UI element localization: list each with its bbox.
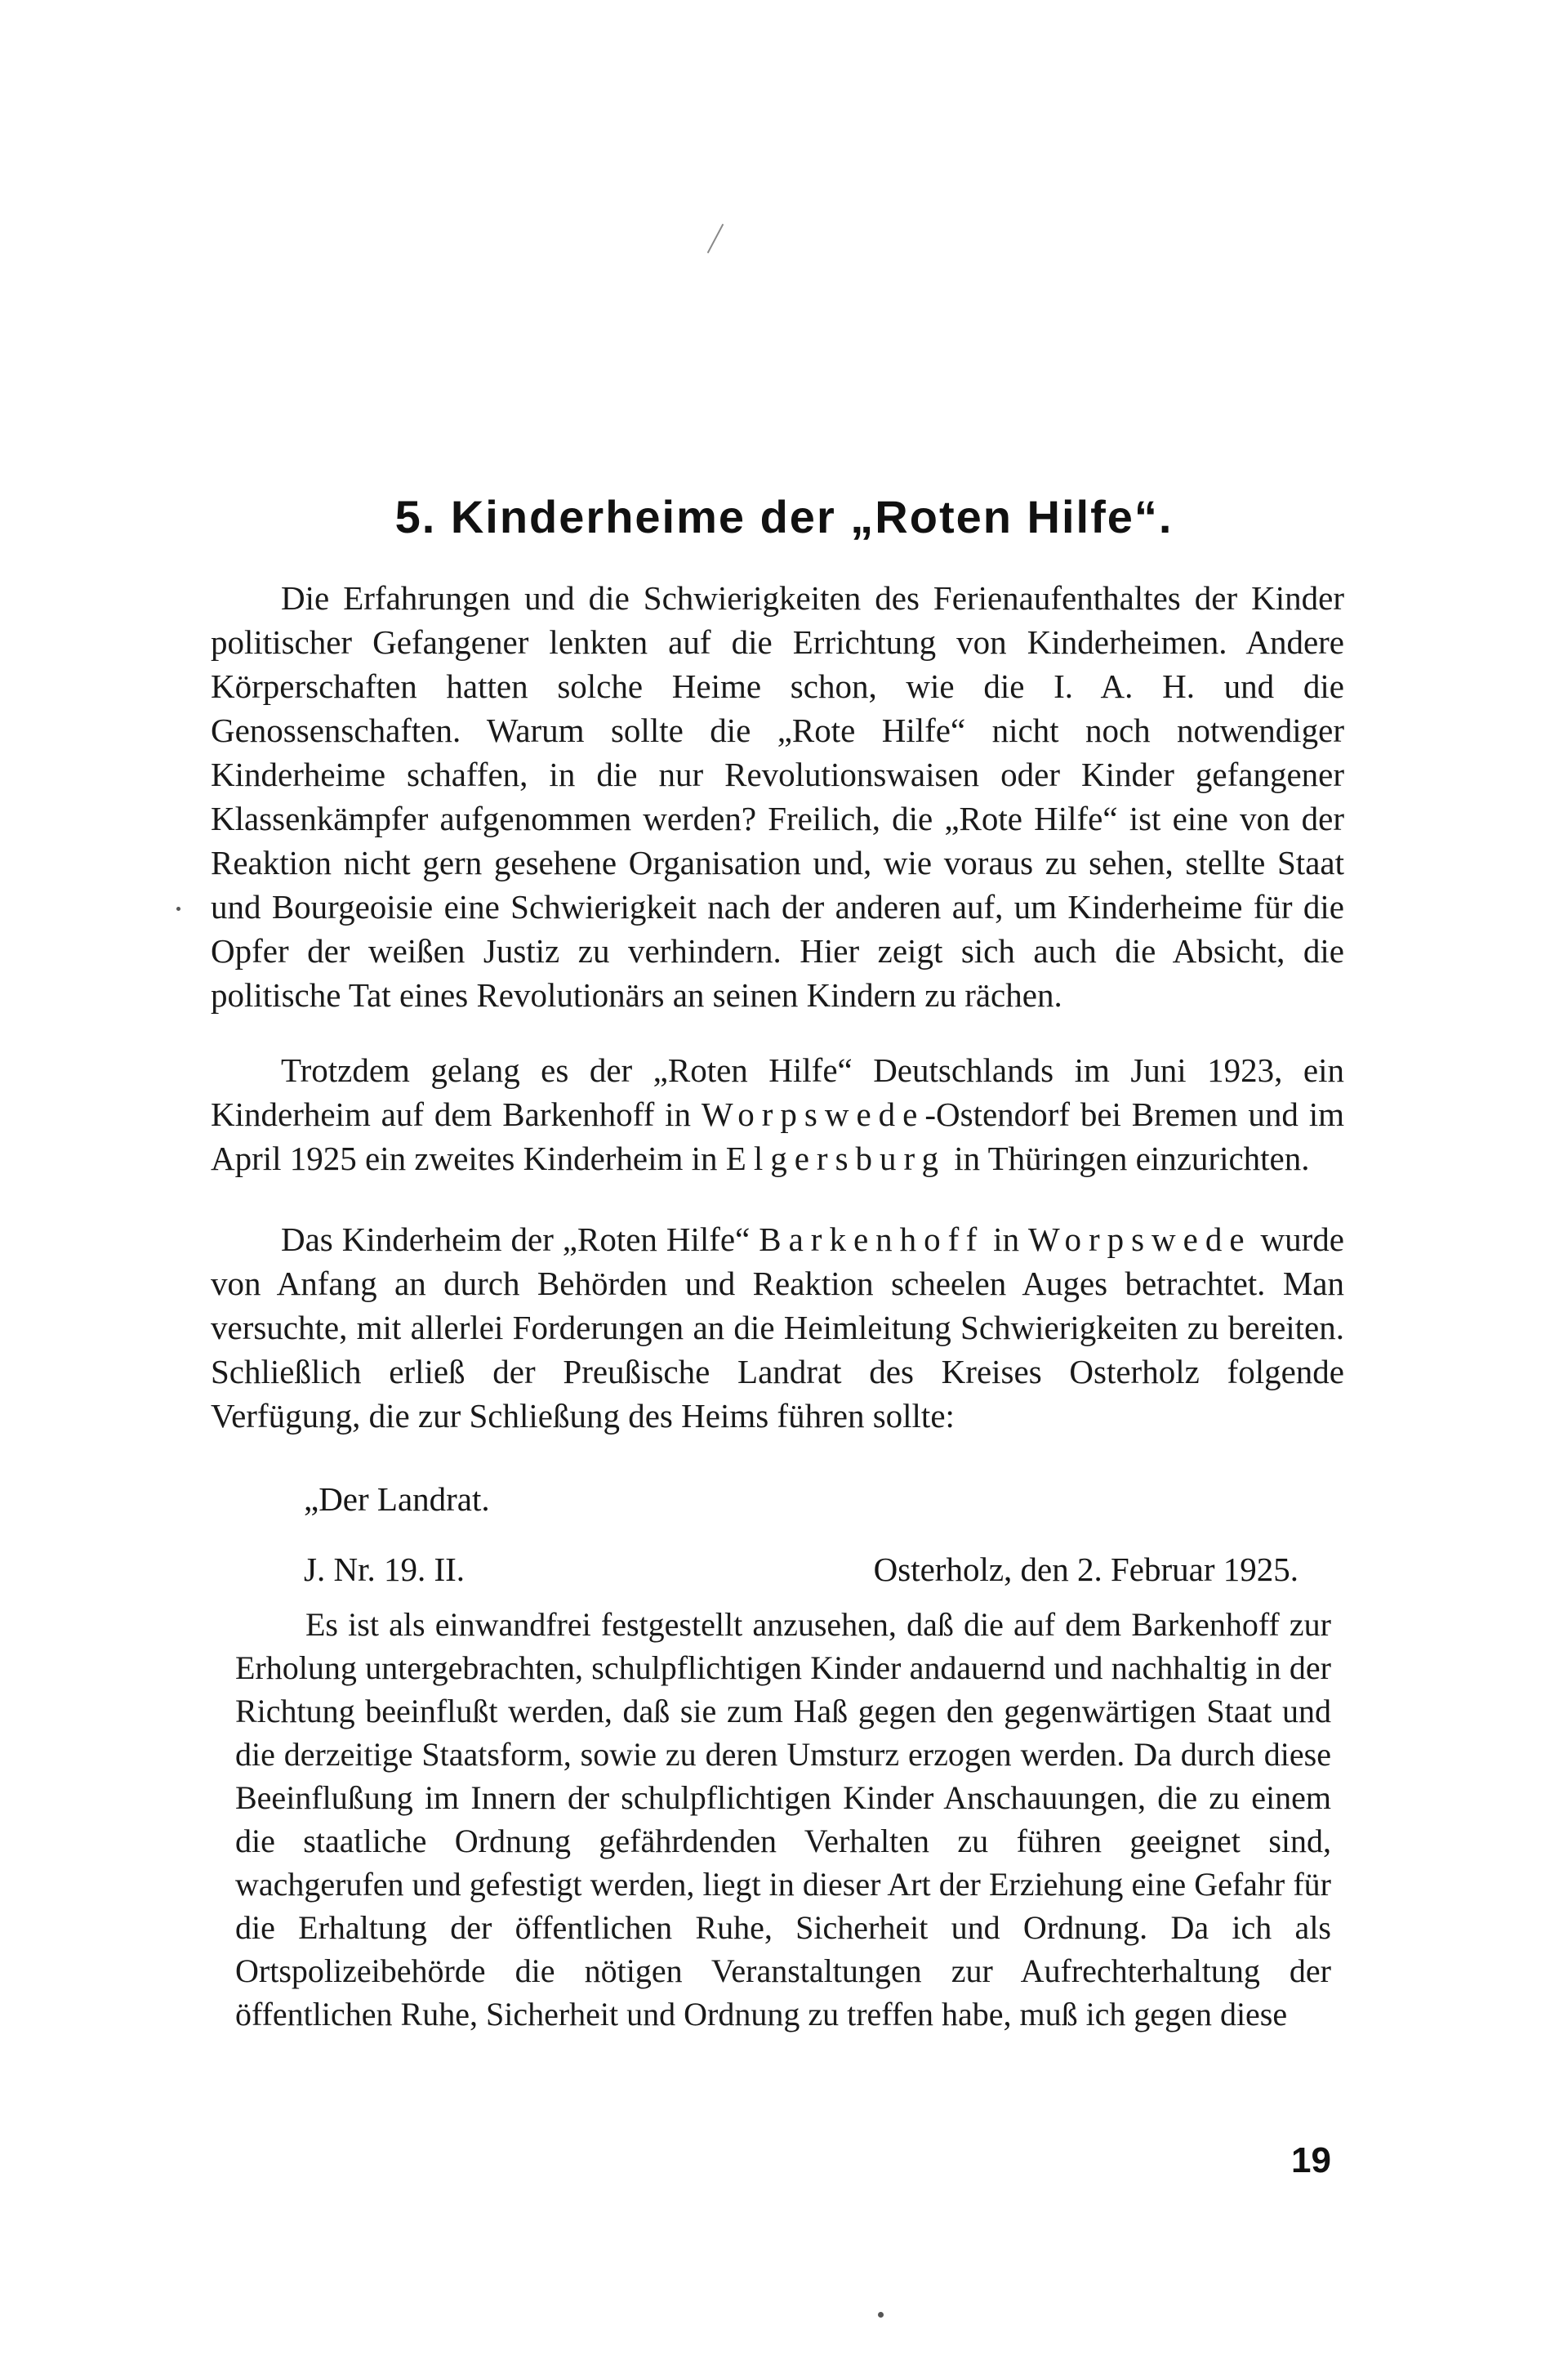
place-worpswede: Worpswede — [701, 1095, 925, 1133]
paragraph-3-text-a: Das Kinderheim der „Roten Hilfe“ — [281, 1220, 760, 1258]
paragraph-3-text-b: wurde von Anfang an durch Behörden und Reaktion scheelen Auges betrachtet. Man versuchte, mit allerlei Forderungen an die Heimleitung Schwierigkeiten zu bereiten. Schließlich erließ der Preußische Landrat des Kreises Osterholz folgende Verfügung, die zur Schließung des Heims führen sollte: — [211, 1220, 1344, 1435]
stray-pen-mark — [707, 224, 724, 253]
decree-text: Es ist als einwandfrei festgestellt anzusehen, daß die auf dem Barkenhoff zur Erholung untergebrachten, schulpflichtigen Kinder andauernd und nachhaltig in der Richtung beeinflußt werden, daß sie zum Haß gegen den gegenwärtigen Staat und die derzeitige Staatsform, sowie zu deren Umsturz erzogen werden. Da durch diese Beeinflußung im Innern der schulpflichtigen Kinder Anschauungen, die zu einem die staatliche Ordnung gefährdenden Verhalten zu führen geeignet sind, wachgerufen und gefestigt werden, liegt in dieser Art der Erziehung eine Gefahr für die Erhaltung der öffentlichen Ruhe, Sicherheit und Ordnung. Da ich als Ortspolizeibehörde die nötigen Veranstaltungen zur Aufrechterhaltung der öffentlichen Ruhe, Sicherheit und Ordnung zu treffen habe, muß ich gegen diese — [235, 1606, 1331, 2032]
stray-dot-mark-bottom — [878, 2312, 884, 2318]
paragraph-2 — [211, 1048, 1344, 1180]
paragraph-2-text-b: -Ostendorf bei Bremen und im April 1925 ein zweites Kinderheim in — [211, 1095, 1344, 1177]
decree-body — [235, 1603, 1331, 2036]
section-heading: 5. Kinderheime der „Roten Hilfe“. — [394, 491, 1174, 542]
decree-salutation: „Der Landrat. — [304, 1480, 490, 1518]
paragraph-2-text-c: in Thüringen einzurichten. — [945, 1140, 1310, 1177]
page-number: 19 — [1291, 2140, 1331, 2180]
decree-reference-line — [304, 1547, 1298, 1591]
place-barkenhoff: Barkenhoff — [759, 1220, 985, 1258]
place-elgersburg: Elgersburg — [725, 1140, 946, 1177]
place-worpswede-2: Worpswede — [1028, 1220, 1252, 1258]
intro-paragraph — [211, 576, 1344, 1017]
intro-text: Die Erfahrungen und die Schwierigkeiten des Ferienaufenthaltes der Kinder politischer Gefangener lenkten auf die Errichtung von Kinderheimen. Andere Körperschaften hatten solche Heime schon, wie die I. A. H. und die Genossenschaften. Warum sollte die „Rote Hilfe“ nicht noch notwendiger Kinderheime schaffen, in die nur Revolutionswaisen oder Kinder gefangener Klassenkämpfer aufgenommen werden? Freilich, die „Rote Hilfe“ ist eine von der Reaktion nicht gern gesehene Organisation und, wie voraus zu sehen, stellte Staat und Bourgeoisie eine Schwierigkeit nach der anderen auf, um Kinderheime für die Opfer der weißen Justiz zu verhindern. Hier zeigt sich auch die Absicht, die politische Tat eines Revolutionärs an seinen Kindern zu rächen. — [211, 579, 1344, 1014]
stray-dot-mark — [176, 907, 180, 911]
paragraph-3 — [211, 1217, 1344, 1438]
paragraph-3-text-mid: in — [984, 1220, 1029, 1258]
decree-place-date: Osterholz, den 2. Februar 1925. — [873, 1551, 1298, 1588]
decree-reference-number: J. Nr. 19. II. — [304, 1551, 466, 1588]
paragraph-2-text-a: Trotzdem gelang es der „Roten Hilfe“ Deutschlands im Juni 1923, ein Kinderheim auf dem Barkenhoff in — [211, 1051, 1344, 1133]
